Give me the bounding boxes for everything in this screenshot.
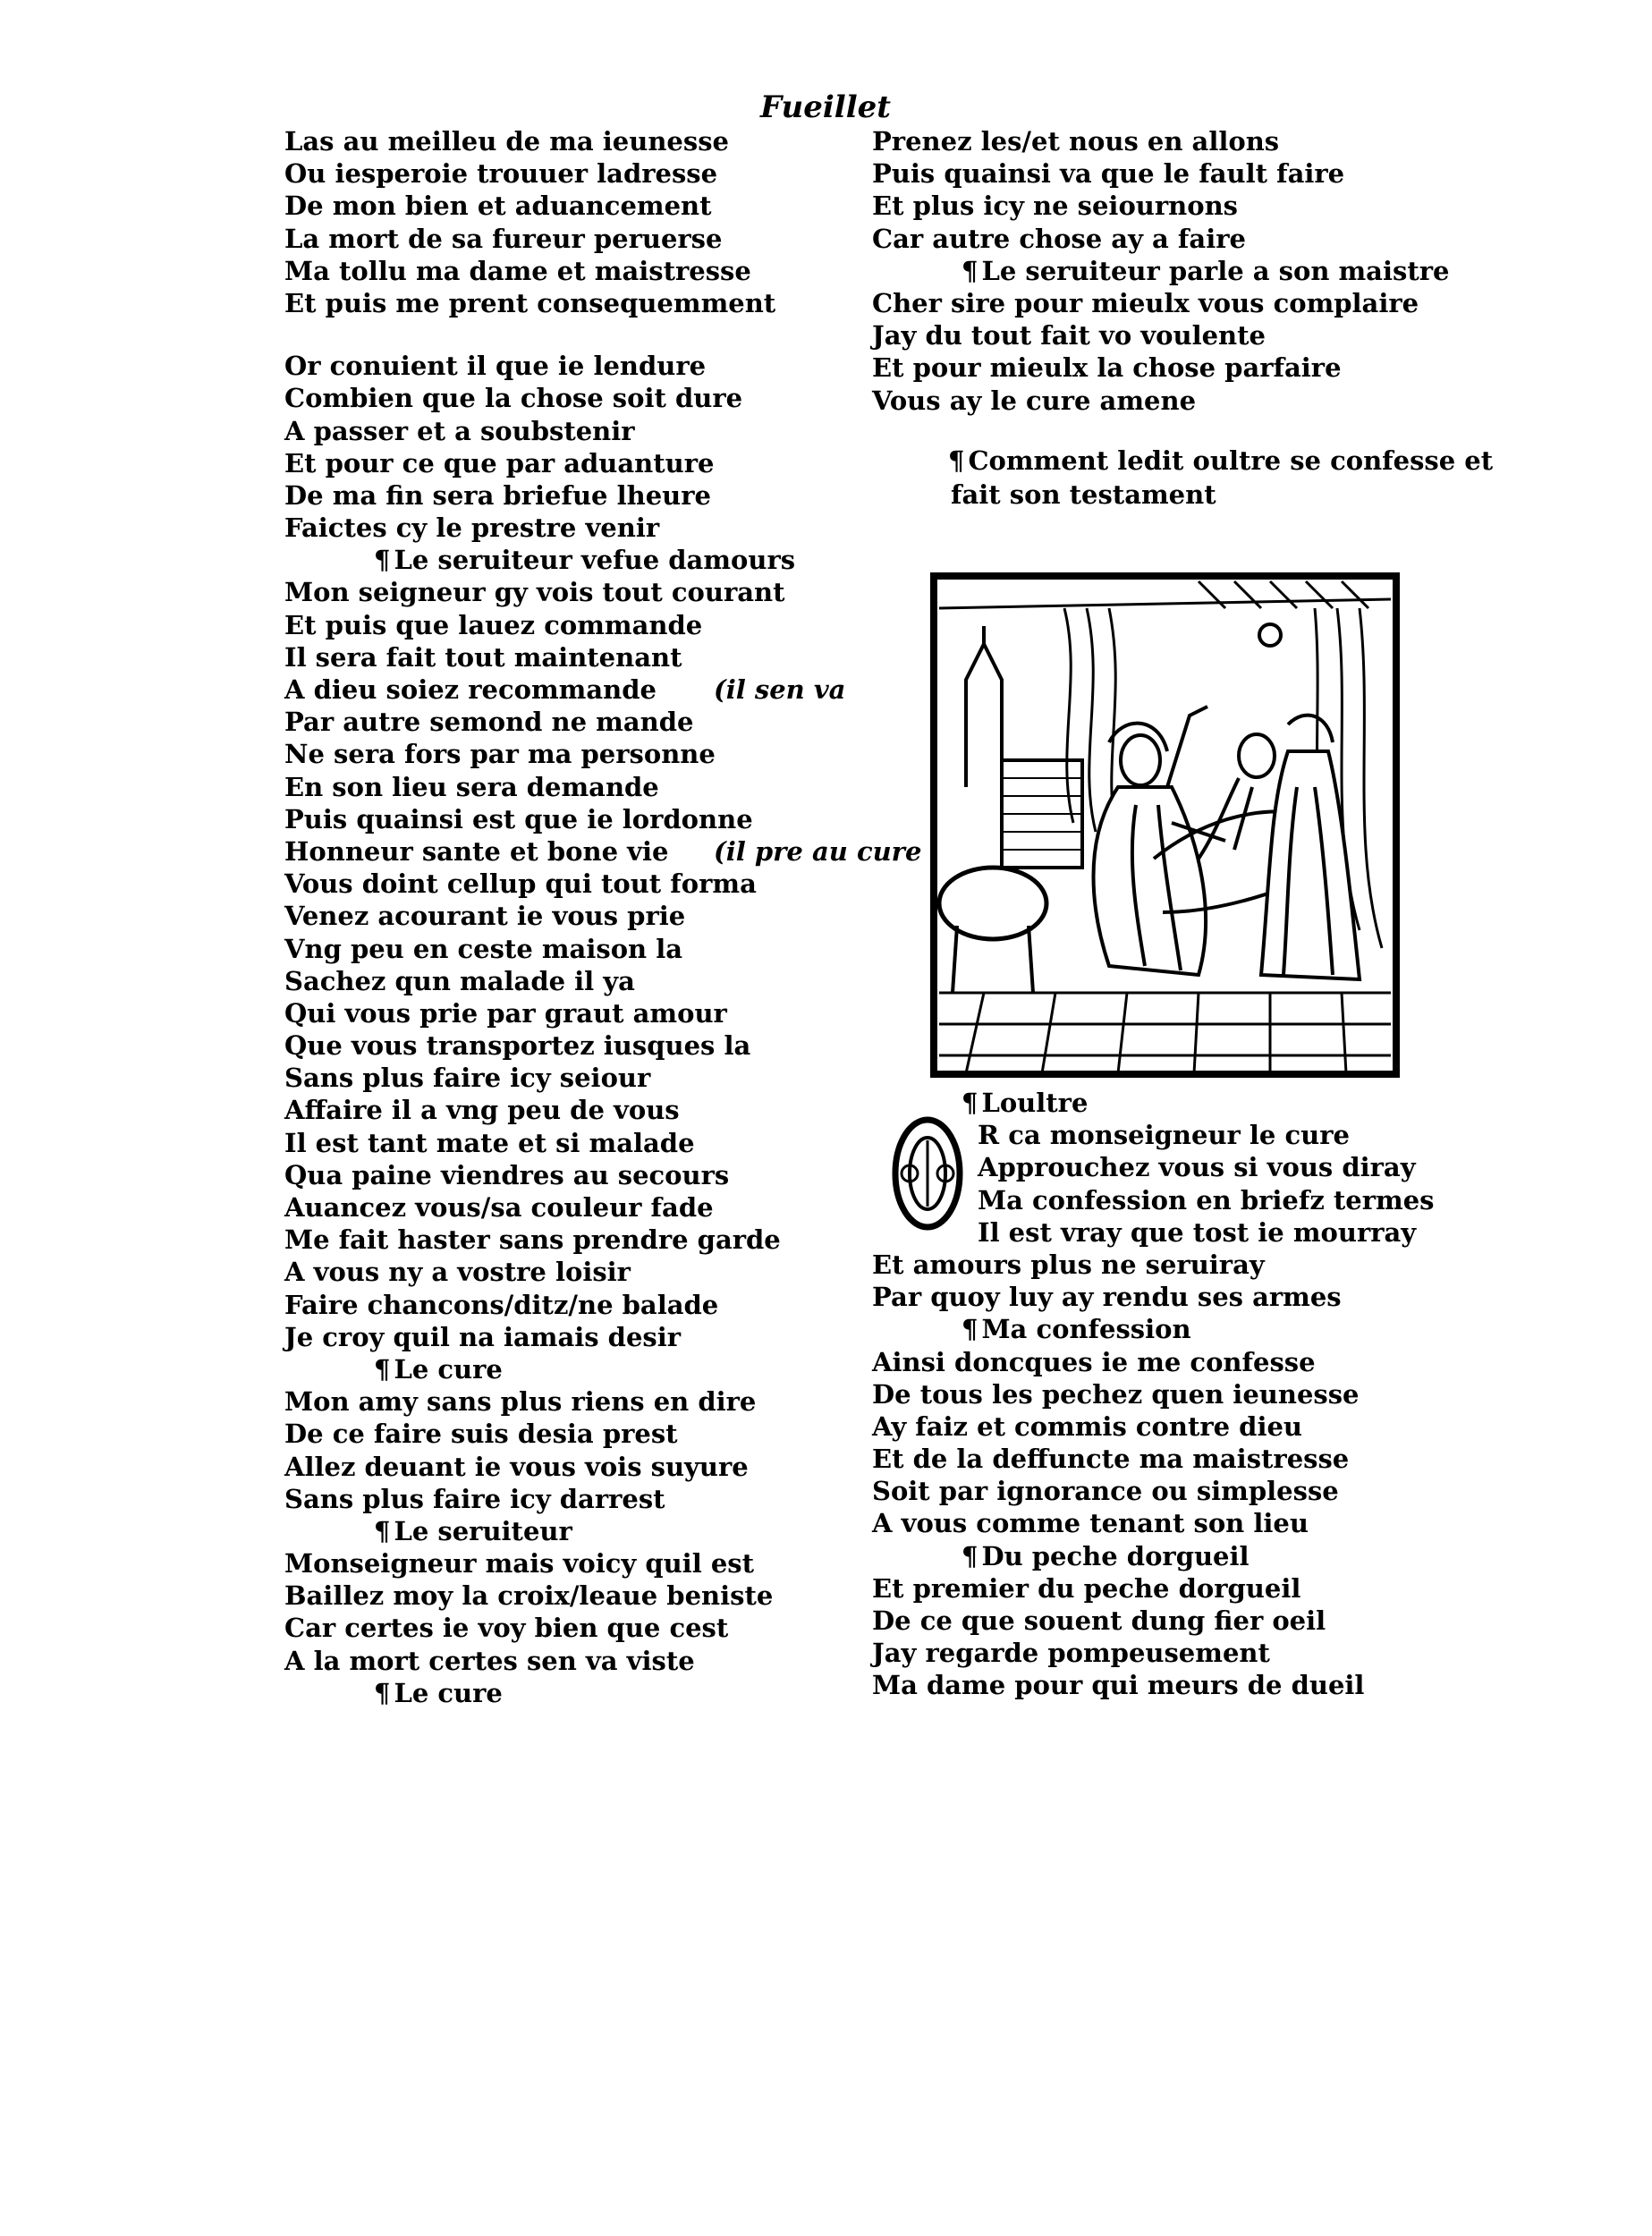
speaker-rubric <box>284 1677 839 1709</box>
verse-text: A dieu soiez recommande <box>284 674 657 705</box>
verse-line <box>284 447 839 479</box>
verse-line <box>872 1151 1444 1183</box>
verse-text: Auancez vous/sa couleur fade <box>284 1192 714 1223</box>
verse-text: Le cure <box>394 1353 503 1385</box>
verse-text: Ay faiz et commis contre dieu <box>872 1410 1303 1442</box>
verse-text: Car certes ie voy bien que cest <box>284 1613 729 1644</box>
verse-line <box>284 1547 839 1580</box>
verse-text: Je croy quil na iamais desir <box>284 1321 682 1352</box>
stage-direction: ( il pre au cure <box>714 835 921 868</box>
verse-line <box>284 125 839 157</box>
verse-line <box>872 1249 1444 1281</box>
verse-text: Que vous transportez iusques la <box>284 1030 751 1062</box>
verse-line <box>284 1062 839 1094</box>
verse-text: Venez acourant ie vous prie <box>284 901 686 932</box>
verse-line <box>284 1094 839 1126</box>
verse-text: Jay du tout fait vo voulente <box>872 320 1266 351</box>
verse-text: Soit par ignorance ou simplesse <box>872 1476 1339 1507</box>
verse-line <box>284 965 839 997</box>
verse-text: A vous ny a vostre loisir <box>284 1257 631 1288</box>
verse-line <box>284 835 922 868</box>
verse-text: A la mort certes sen va viste <box>284 1645 695 1676</box>
verse-line <box>872 1669 1444 1701</box>
speaker-rubric <box>284 1353 839 1385</box>
verse-text: Il est vray que tost ie mourray <box>978 1216 1417 1248</box>
left-text-column <box>284 125 922 1709</box>
verse-text: R ca monseigneur le cure <box>978 1120 1350 1151</box>
speaker-rubric <box>872 1313 1444 1345</box>
stage-direction: ( il sen va <box>714 673 845 706</box>
verse-text: Ma dame pour qui meurs de dueil <box>872 1670 1365 1701</box>
verse-text: Le seruiteur parle a son maistre <box>981 255 1450 286</box>
verse-text: Et premier du peche dorgueil <box>872 1572 1301 1604</box>
verse-line <box>284 1127 839 1159</box>
verse-text: A passer et a soubstenir <box>284 415 635 446</box>
verse-line <box>284 1289 839 1321</box>
section-heading-line-2: fait son testament <box>951 479 1216 510</box>
verse-text: Ne sera fors par ma personne <box>284 739 716 770</box>
speaker-rubric <box>284 1515 839 1547</box>
speaker-rubric <box>284 544 839 576</box>
verse-line <box>284 1159 839 1191</box>
verse-text: De ce faire suis desia prest <box>284 1419 678 1450</box>
verse-text: Par quoy luy ay rendu ses armes <box>872 1282 1342 1313</box>
verse-text: Ma confession en briefz termes <box>978 1184 1435 1215</box>
verse-line <box>284 223 839 255</box>
verse-line <box>872 223 1444 255</box>
verse-line <box>872 1378 1444 1410</box>
verse-text: Ainsi doncques ie me confesse <box>872 1346 1316 1377</box>
speaker-rubric <box>872 1540 1444 1572</box>
verse-line <box>284 1418 839 1450</box>
verse-text: Et puis me prent consequemment <box>284 287 776 318</box>
verse-line <box>284 576 839 608</box>
verse-text: Allez deuant ie vous vois suyure <box>284 1451 749 1482</box>
verse-text: Puis quainsi va que le fault faire <box>872 158 1345 190</box>
verse-text: Ma tollu ma dame et maistresse <box>284 255 751 286</box>
verse-text: Baillez moy la croix/leaue beniste <box>284 1580 774 1612</box>
verse-line <box>284 1483 839 1515</box>
verse-text: Et amours plus ne seruiray <box>872 1249 1265 1280</box>
verse-text: Puis quainsi est que ie lordonne <box>284 803 753 834</box>
verse-line <box>872 1605 1444 1637</box>
verse-text: Prenez les/et nous en allons <box>872 126 1280 157</box>
verse-line <box>284 1385 839 1418</box>
verse-text: Me fait haster sans prendre garde <box>284 1224 781 1256</box>
verse-line <box>284 415 839 447</box>
speaker-rubric <box>872 255 1450 287</box>
verse-text: Mon amy sans plus riens en dire <box>284 1386 757 1418</box>
stanza-gap <box>284 319 839 350</box>
verse-line <box>284 803 839 835</box>
verse-text: A vous comme tenant son lieu <box>872 1508 1309 1539</box>
verse-line <box>284 900 839 932</box>
verse-line <box>284 1645 839 1677</box>
verse-line <box>872 1281 1444 1313</box>
verse-line <box>872 385 1444 417</box>
verse-text: Combien que la chose soit dure <box>284 383 743 414</box>
verse-text: Monseigneur mais voicy quil est <box>284 1548 754 1580</box>
verse-text: Vous doint cellup qui tout forma <box>284 868 757 900</box>
verse-line <box>872 287 1444 319</box>
verse-line <box>284 382 839 414</box>
verse-text: Cher sire pour mieulx vous complaire <box>872 287 1419 318</box>
verse-line <box>872 190 1444 222</box>
verse-line <box>284 157 839 190</box>
verse-line <box>284 512 839 544</box>
verse-text: Ma confession <box>981 1314 1191 1345</box>
verse-line <box>872 1119 1444 1151</box>
right-text-column <box>872 125 1494 512</box>
verse-line <box>284 350 839 382</box>
right-column-bottom <box>872 1087 1444 1702</box>
verse-text: Faire chancons/ditz/ne balade <box>284 1289 719 1320</box>
verse-line <box>872 157 1444 190</box>
verse-text: Qua paine viendres au secours <box>284 1159 730 1190</box>
verse-text: Jay regarde pompeusement <box>872 1638 1270 1669</box>
verse-text: Las au meilleu de ma ieunesse <box>284 126 729 157</box>
verse-text: Car autre chose ay a faire <box>872 223 1246 254</box>
verse-text: Ou iesperoie trouuer ladresse <box>284 158 718 190</box>
verse-line <box>284 1451 839 1483</box>
verse-line <box>284 609 839 641</box>
verse-line <box>872 1637 1444 1669</box>
verse-line <box>284 997 839 1029</box>
verse-line <box>284 479 839 512</box>
verse-line <box>284 255 839 287</box>
verse-text: Et puis que lauez commande <box>284 609 703 640</box>
verse-text: Sans plus faire icy darrest <box>284 1483 665 1514</box>
speaker-rubric <box>872 1087 1444 1119</box>
verse-text: Loultre <box>981 1088 1089 1118</box>
folio-heading: Fueillet <box>760 89 891 125</box>
verse-line <box>872 1346 1444 1378</box>
verse-line <box>284 1612 839 1644</box>
verse-text: Vng peu en ceste maison la <box>284 933 683 964</box>
verse-line <box>872 1475 1444 1507</box>
verse-line <box>284 190 839 222</box>
verse-text: Mon seigneur gy vois tout courant <box>284 577 785 608</box>
woodcut-illustration <box>930 572 1400 1078</box>
verse-text: De mon bien et aduancement <box>284 191 712 222</box>
verse-text: De ma fin sera briefue lheure <box>284 479 711 511</box>
verse-text: La mort de sa fureur peruerse <box>284 223 723 254</box>
verse-text: Il est tant mate et si malade <box>284 1127 695 1158</box>
verse-text: Or conuient il que ie lendure <box>284 351 707 382</box>
verse-text: Faictes cy le prestre venir <box>284 512 660 544</box>
verse-text: Qui vous prie par graut amour <box>284 997 727 1029</box>
verse-text: Et de la deffuncte ma maistresse <box>872 1444 1350 1475</box>
verse-line <box>284 706 839 738</box>
verse-line <box>872 319 1444 351</box>
verse-line <box>872 1410 1444 1443</box>
section-heading-line-1: ¶ Comment ledit oultre se confesse et <box>948 444 1521 478</box>
verse-text: Le seruiteur <box>394 1515 572 1546</box>
verse-text: Affaire il a vng peu de vous <box>284 1095 680 1126</box>
verse-text: En son lieu sera demande <box>284 771 659 802</box>
verse-line <box>284 933 839 965</box>
verse-text: Il sera fait tout maintenant <box>284 641 682 673</box>
verse-text: Approuchez vous si vous diray <box>978 1152 1416 1183</box>
verse-line <box>872 1443 1444 1475</box>
verse-line <box>284 771 839 803</box>
verse-line <box>872 1572 1444 1605</box>
verse-text: De tous les pechez quen ieunesse <box>872 1378 1360 1410</box>
verse-line <box>284 738 839 770</box>
verse-text: Sans plus faire icy seiour <box>284 1063 651 1094</box>
verse-line <box>284 1580 839 1612</box>
verse-text: Le seruiteur vefue damours <box>394 545 796 576</box>
verse-line <box>872 1216 1444 1249</box>
verse-line <box>284 1321 839 1353</box>
verse-text: De ce que souent dung fier oeil <box>872 1605 1326 1636</box>
verse-line <box>872 1507 1444 1539</box>
verse-line <box>872 125 1444 157</box>
verse-text: Le cure <box>394 1677 503 1708</box>
verse-line <box>284 1224 839 1256</box>
right-column-top <box>872 125 1450 417</box>
verse-text: Vous ay le cure amene <box>872 385 1197 416</box>
verse-text: Et pour mieulx la chose parfaire <box>872 352 1342 384</box>
verse-line <box>284 287 839 319</box>
verse-line <box>284 1191 839 1224</box>
verse-line <box>284 1256 839 1288</box>
verse-line <box>284 1029 839 1062</box>
verse-line <box>284 673 846 706</box>
verse-text: Du peche dorgueil <box>981 1540 1250 1571</box>
verse-line <box>284 641 839 673</box>
verse-text: Et plus icy ne seiournons <box>872 191 1238 222</box>
verse-line <box>872 1184 1444 1216</box>
verse-text: Honneur sante et bone vie <box>284 835 669 867</box>
verse-text: Par autre semond ne mande <box>284 707 694 738</box>
verse-text: Et pour ce que par aduanture <box>284 447 715 479</box>
verse-line <box>872 351 1444 384</box>
verse-line <box>284 868 839 900</box>
verse-text: Sachez qun malade il ya <box>284 965 635 996</box>
